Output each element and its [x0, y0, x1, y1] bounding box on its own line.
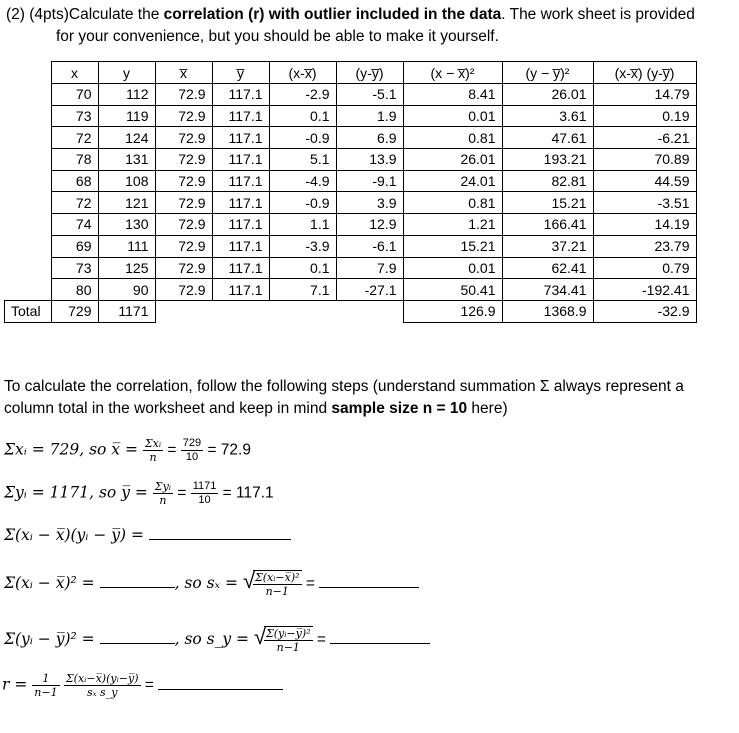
table-header-cell: x̅	[155, 62, 212, 84]
table-cell: 14.19	[593, 214, 696, 236]
table-row	[5, 279, 697, 301]
table-cell: 0.01	[403, 105, 502, 127]
table-cell: 1.9	[336, 105, 403, 127]
table-cell: 0.81	[403, 127, 502, 149]
sy-sqrt: √ $\frac{\text{Σ(yᵢ−y̅)²}}{n-1}$	[253, 624, 311, 654]
sx-answer-blank[interactable]	[319, 587, 419, 588]
table-cell: 24.01	[403, 170, 502, 192]
table-header-cell: (x − x̅)²	[403, 62, 502, 84]
table-cell: 112	[98, 84, 155, 106]
table-cell: 72.9	[155, 279, 212, 301]
table-row	[5, 257, 697, 279]
table-row	[5, 127, 697, 149]
table-cell: 47.61	[502, 127, 593, 149]
table-cell: 72.9	[155, 257, 212, 279]
table-cell: 108	[98, 170, 155, 192]
table-cell: 117.1	[212, 257, 269, 279]
table-cell: -0.9	[269, 127, 336, 149]
table-cell: 68	[51, 170, 98, 192]
table-cell: 1.1	[269, 214, 336, 236]
question-rest1: . The work sheet is provided	[501, 6, 695, 23]
sxx-lead: Σ(xᵢ − x̅)² =	[4, 574, 100, 593]
table-cell: 117.1	[212, 84, 269, 106]
table-cell: 72.9	[155, 149, 212, 171]
table-cell: 72.9	[155, 214, 212, 236]
table-cell: 44.59	[593, 170, 696, 192]
sxy-answer-blank[interactable]	[149, 539, 291, 540]
table-cell: 72.9	[155, 84, 212, 106]
table-cell: -3.9	[269, 235, 336, 257]
sxx-formula: Σ(xᵢ − x̅)² = , so sₓ = √ $\frac{\text{Σ(xᵢ−x̅)²}}{n-1}$ =	[4, 570, 419, 598]
table-row	[5, 192, 697, 214]
table-cell: 90	[98, 279, 155, 301]
table-cell: -6.1	[336, 235, 403, 257]
table-cell: 50.41	[403, 279, 502, 301]
table-cell: 70	[51, 84, 98, 106]
ybar-formula: Σyᵢ = 1171, so y̅ = $\frac{\text{Σyᵢ}}{n}$ = $\frac{1171}{10}$ = 117.1	[4, 480, 274, 507]
question-bold: correlation (r) with outlier included in the data	[163, 6, 502, 23]
question-number: (2)	[6, 6, 25, 23]
table-cell: 72	[51, 192, 98, 214]
question-text	[6, 4, 734, 48]
table-row	[5, 235, 697, 257]
table-cell: -0.9	[269, 192, 336, 214]
table-cell: 62.41	[502, 257, 593, 279]
table-cell: 72	[51, 127, 98, 149]
table-cell: 6.9	[336, 127, 403, 149]
table-header-cell: y	[98, 62, 155, 84]
table-cell: 7.9	[336, 257, 403, 279]
table-cell: 119	[98, 105, 155, 127]
total-cell	[155, 300, 212, 322]
intro-line-1: To calculate the correlation, follow the following steps (understand summation Σ always represent a	[4, 378, 684, 395]
table-cell: 193.21	[502, 149, 593, 171]
sy-answer-blank[interactable]	[330, 643, 430, 644]
table-row	[5, 214, 697, 236]
total-cell	[336, 300, 403, 322]
table-row	[5, 84, 697, 106]
table-cell: 3.61	[502, 105, 593, 127]
syy-answer-blank[interactable]	[100, 643, 175, 644]
question-rest2: for your convenience, but you should be able to make it yourself.	[56, 28, 499, 45]
table-cell: 5.1	[269, 149, 336, 171]
table-total-row	[5, 300, 697, 322]
table-cell: 117.1	[212, 105, 269, 127]
question-points: (4pts)Calculate the	[29, 6, 164, 23]
table-cell: 15.21	[502, 192, 593, 214]
table-cell: 125	[98, 257, 155, 279]
table-row	[5, 170, 697, 192]
intro-line-2c: here)	[467, 400, 508, 417]
steps-intro	[4, 376, 724, 420]
table-cell: 111	[98, 235, 155, 257]
table-cell: 117.1	[212, 149, 269, 171]
table-cell: 130	[98, 214, 155, 236]
table-cell: 14.79	[593, 84, 696, 106]
table-cell: 131	[98, 149, 155, 171]
table-cell: 0.01	[403, 257, 502, 279]
intro-line-2a: column total in the worksheet and keep in mind	[4, 400, 332, 417]
syy-formula: Σ(yᵢ − y̅)² = , so s_y = √ $\frac{\text{Σ(yᵢ−y̅)²}}{n-1}$ =	[4, 626, 430, 654]
table-cell: 0.81	[403, 192, 502, 214]
table-cell: 117.1	[212, 214, 269, 236]
table-header-cell: (x-x̅) (y-y̅)	[593, 62, 696, 84]
xbar-result: = 72.9	[207, 441, 251, 459]
table-cell: -3.51	[593, 192, 696, 214]
sxx-answer-blank[interactable]	[100, 587, 175, 588]
total-cell	[269, 300, 336, 322]
total-cell: 729	[51, 300, 98, 322]
table-cell: 121	[98, 192, 155, 214]
table-cell: -5.1	[336, 84, 403, 106]
table-header-row	[5, 62, 697, 84]
ybar-lead: Σyᵢ = 1171, so y̅ =	[4, 483, 153, 502]
table-cell: -2.9	[269, 84, 336, 106]
syy-lead: Σ(yᵢ − y̅)² =	[4, 630, 100, 649]
r-answer-blank[interactable]	[158, 689, 283, 690]
table-cell: -6.21	[593, 127, 696, 149]
total-label: Total	[5, 300, 52, 322]
table-cell: 74	[51, 214, 98, 236]
table-cell: 0.1	[269, 105, 336, 127]
table-cell: 0.1	[269, 257, 336, 279]
r-formula: r = $\frac{1}{n-1}$ $\frac{\text{Σ(xᵢ−x̅)(yᵢ−y̅)}}{\text{sₓ s\_y}}$ =	[2, 672, 283, 699]
table-cell: 117.1	[212, 170, 269, 192]
table-cell: 23.79	[593, 235, 696, 257]
table-cell: -27.1	[336, 279, 403, 301]
table-header-cell: x	[51, 62, 98, 84]
table-cell: 13.9	[336, 149, 403, 171]
table-cell: 8.41	[403, 84, 502, 106]
table-cell: 72.9	[155, 192, 212, 214]
sx-sqrt: √ $\frac{\text{Σ(xᵢ−x̅)²}}{n-1}$	[242, 568, 300, 598]
sxy-formula	[4, 526, 291, 545]
table-cell: 117.1	[212, 192, 269, 214]
table-cell: 734.41	[502, 279, 593, 301]
table-cell: 37.21	[502, 235, 593, 257]
table-cell: 72.9	[155, 127, 212, 149]
sy-lead: , so s_y =	[174, 630, 254, 649]
table-cell: 72.9	[155, 105, 212, 127]
table-cell: 0.79	[593, 257, 696, 279]
total-cell: 1368.9	[502, 300, 593, 322]
table-cell: 117.1	[212, 127, 269, 149]
table-header-cell: (x-x̅)	[269, 62, 336, 84]
table-cell: 73	[51, 105, 98, 127]
sx-lead: , so sₓ =	[174, 574, 243, 593]
table-row	[5, 105, 697, 127]
table-cell: -9.1	[336, 170, 403, 192]
table-header-cell: (y − y̅)²	[502, 62, 593, 84]
total-cell: 126.9	[403, 300, 502, 322]
total-cell: 1171	[98, 300, 155, 322]
table-cell: 26.01	[502, 84, 593, 106]
table-cell: 117.1	[212, 235, 269, 257]
table-header-cell: (y-y̅)	[336, 62, 403, 84]
ybar-result: = 117.1	[222, 484, 274, 502]
table-cell: 166.41	[502, 214, 593, 236]
table-cell: 78	[51, 149, 98, 171]
table-cell: 82.81	[502, 170, 593, 192]
table-cell: 0.19	[593, 105, 696, 127]
table-cell: 1.21	[403, 214, 502, 236]
table-cell: 73	[51, 257, 98, 279]
total-cell: -32.9	[593, 300, 696, 322]
table-cell: 7.1	[269, 279, 336, 301]
r-lead: r =	[2, 675, 33, 694]
table-cell: 69	[51, 235, 98, 257]
sxy-lead: Σ(xᵢ − x̅)(yᵢ − y̅) =	[4, 526, 149, 544]
table-cell: 72.9	[155, 170, 212, 192]
table-cell: 80	[51, 279, 98, 301]
table-cell: 15.21	[403, 235, 502, 257]
xbar-formula: Σxᵢ = 729, so x̅ = $\frac{\text{Σxᵢ}}{n}$ = $\frac{729}{10}$ = 72.9	[4, 437, 251, 464]
table-cell: -192.41	[593, 279, 696, 301]
table-cell: 26.01	[403, 149, 502, 171]
worksheet-table	[4, 61, 697, 323]
table-cell: 3.9	[336, 192, 403, 214]
table-cell: 70.89	[593, 149, 696, 171]
table-cell: 124	[98, 127, 155, 149]
sample-size: sample size n = 10	[331, 400, 468, 417]
table-header-cell: y̅	[212, 62, 269, 84]
table-cell: 117.1	[212, 279, 269, 301]
table-row	[5, 149, 697, 171]
table-cell: 12.9	[336, 214, 403, 236]
total-cell	[212, 300, 269, 322]
xbar-lead: Σxᵢ = 729, so x̅ =	[4, 440, 143, 459]
table-cell: 72.9	[155, 235, 212, 257]
table-cell: -4.9	[269, 170, 336, 192]
